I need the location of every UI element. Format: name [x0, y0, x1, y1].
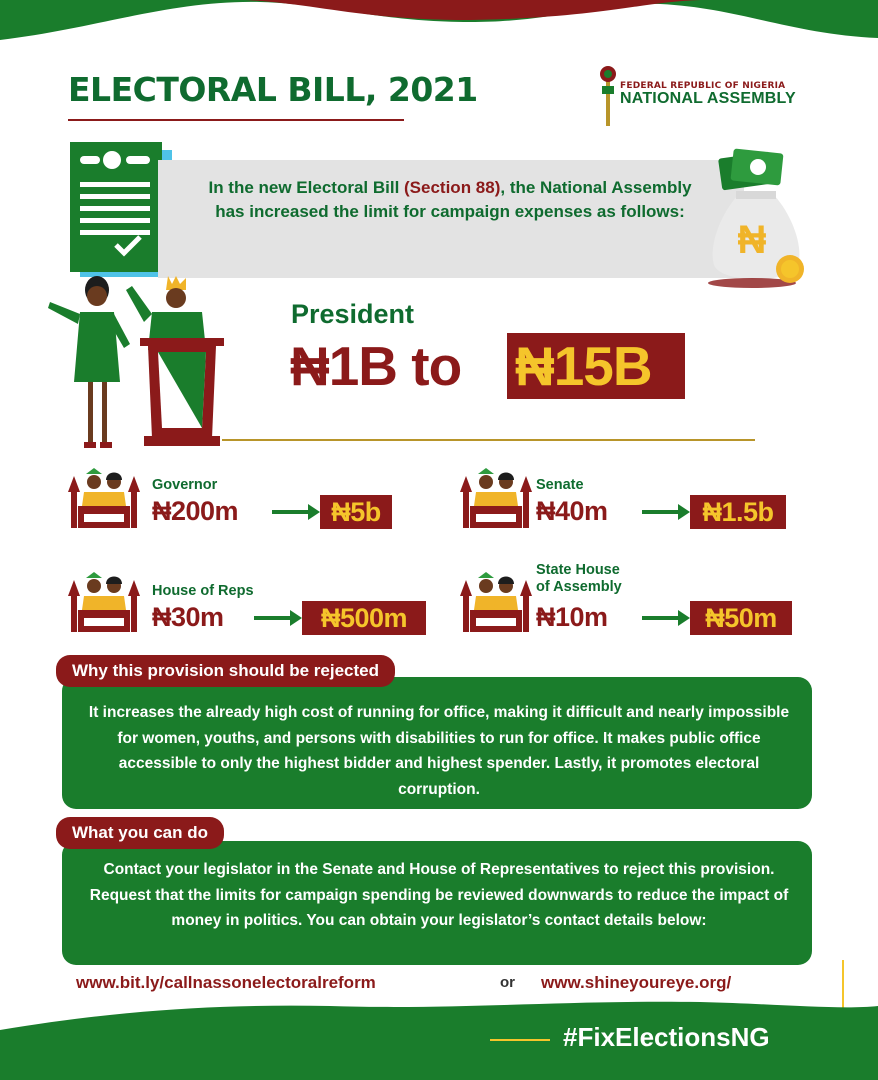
rejection-heading: Why this provision should be rejected [56, 655, 395, 687]
office-house-of-reps [64, 570, 434, 640]
legislature-chamber-icon [64, 466, 144, 530]
office-senate [456, 466, 796, 536]
intro-text: In the new Electoral Bill (Section 88), the National Assembly has increased the limit for campaign expenses as follows: [208, 178, 692, 221]
page-title: ELECTORAL BILL, 2021 [68, 70, 478, 109]
section-reference: (Section 88) [404, 178, 501, 197]
office-old-limit: ₦200m [152, 496, 239, 526]
office-governor [64, 466, 404, 536]
money-bag-icon [702, 145, 812, 290]
arrow-right-icon [642, 504, 690, 520]
office-old-limit: ₦10m [536, 602, 608, 632]
top-wave-decoration [0, 0, 878, 60]
office-label-line-1: State House [536, 562, 620, 578]
president-label: President [291, 299, 415, 329]
hashtag: #FixElectionsNG [563, 1022, 770, 1052]
office-state-house-of-assembly [456, 562, 796, 640]
office-label: Governor [152, 477, 218, 493]
office-new-limit: ₦1.5b [702, 497, 774, 527]
legislature-chamber-icon [64, 570, 144, 634]
action-heading: What you can do [56, 817, 224, 849]
hashtag-accent [490, 1039, 550, 1041]
president-old-limit: ₦1B to [290, 335, 462, 397]
office-old-limit: ₦40m [536, 496, 608, 526]
link-shine-your-eye[interactable]: www.shineyoureye.org/ [541, 973, 732, 992]
link-call-nass[interactable]: www.bit.ly/callnassonelectoralreform [76, 973, 376, 992]
org-name: NATIONAL ASSEMBLY [620, 90, 796, 107]
office-old-limit: ₦30m [152, 602, 224, 632]
legislature-chamber-icon [456, 570, 536, 634]
arrow-right-icon [272, 504, 320, 520]
office-label: House of Reps [152, 583, 254, 599]
speaker-podium-icon [40, 272, 230, 457]
arrow-right-icon [642, 610, 690, 626]
legislature-chamber-icon [456, 466, 536, 530]
arrow-right-icon [254, 610, 302, 626]
office-label-line-2: of Assembly [536, 579, 622, 595]
office-new-limit: ₦5b [331, 497, 381, 527]
coin-icon [781, 260, 799, 278]
office-new-limit: ₦500m [320, 603, 408, 633]
action-body: Contact your legislator in the Senate and House of Representatives to reject this provision. Request that the limits for campaign spending be reviewed downwards to reduce the impact of money in politics. You can obtain your legislator’s contact details below: [89, 861, 789, 929]
link-separator: or [500, 974, 515, 991]
title-underline [68, 119, 404, 121]
office-label: Senate [536, 477, 584, 493]
rejection-body: It increases the already high cost of running for office, making it difficult and nearly impossible for women, youths, and persons with disabilities to run for office. It makes public office accessible to only the highest bidder and highest spender. Lastly, it promotes electoral corruption. [88, 704, 790, 798]
divider [222, 439, 755, 441]
office-new-limit: ₦50m [705, 603, 777, 633]
naira-icon: ₦ [737, 218, 767, 262]
president-new-limit: ₦15B [515, 335, 652, 397]
org-country: FEDERAL REPUBLIC OF NIGERIA [620, 81, 786, 91]
